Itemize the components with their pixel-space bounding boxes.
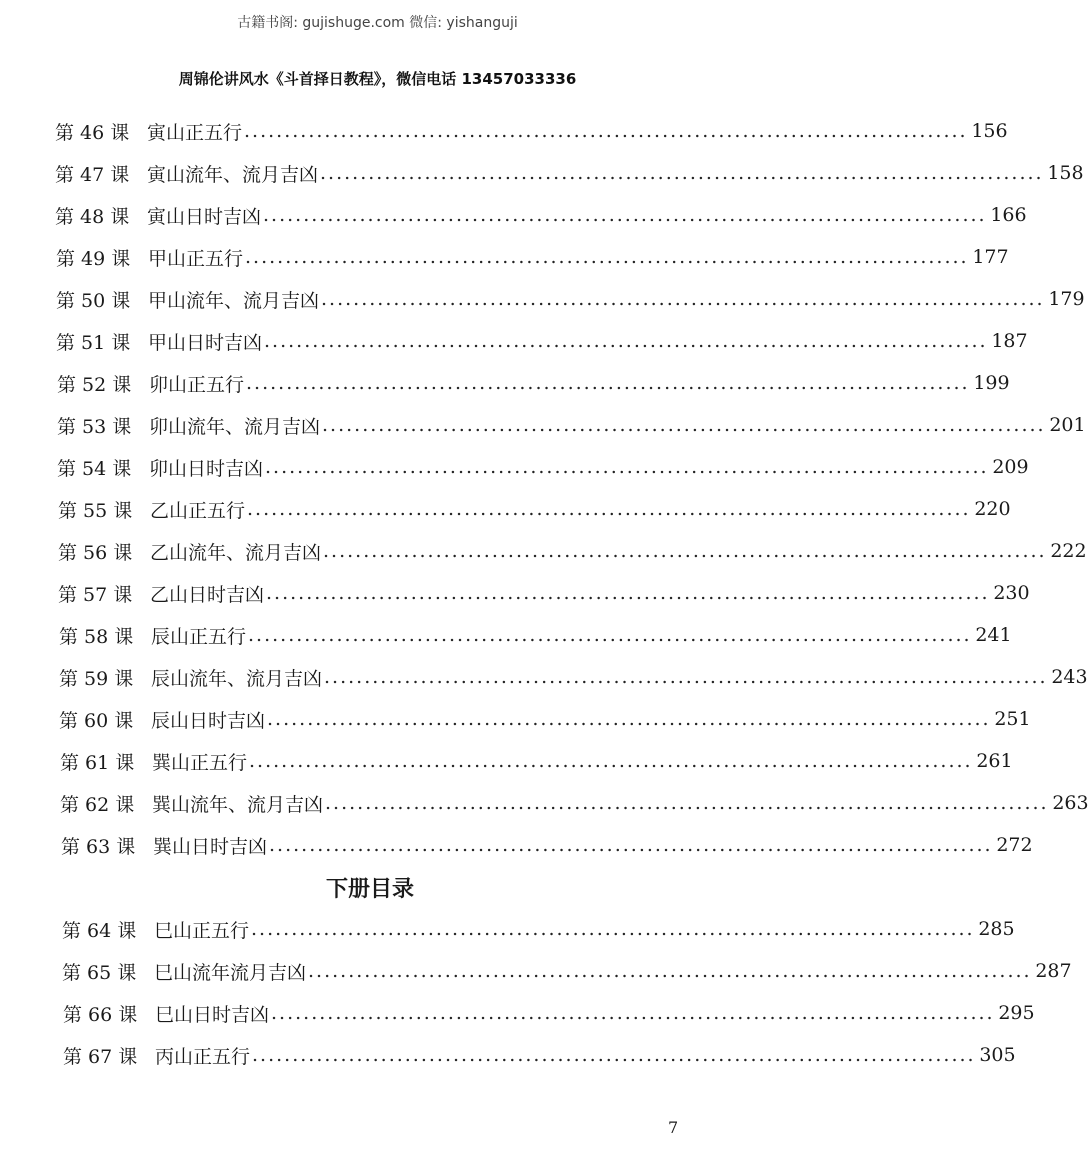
lesson-number: 第 57 课 bbox=[58, 583, 133, 606]
toc-entry bbox=[56, 242, 1009, 272]
toc-entry bbox=[58, 494, 1011, 524]
toc-entry bbox=[59, 620, 1012, 650]
lesson-number: 第 64 课 bbox=[62, 919, 137, 942]
lesson-number: 第 55 课 bbox=[58, 499, 133, 522]
lesson-number: 第 60 课 bbox=[59, 709, 134, 732]
dot-leader: .......................................................................................... bbox=[308, 960, 1032, 982]
lesson-number: 第 59 课 bbox=[59, 667, 134, 690]
lesson-number: 第 52 课 bbox=[57, 373, 132, 396]
page-ref: 251 bbox=[994, 708, 1031, 730]
lesson-title: 乙山日时吉凶 bbox=[150, 583, 265, 606]
page-number: 7 bbox=[668, 1118, 679, 1137]
lesson-title: 卯山正五行 bbox=[149, 373, 245, 396]
toc-entry bbox=[56, 326, 1028, 356]
toc-entry bbox=[57, 410, 1086, 440]
lesson-title: 卯山流年、流月吉凶 bbox=[149, 415, 321, 438]
toc-entry bbox=[59, 662, 1088, 692]
lesson-title: 寅山日时吉凶 bbox=[147, 205, 262, 228]
lesson-number: 第 46 课 bbox=[55, 121, 130, 144]
lesson-title: 寅山正五行 bbox=[147, 121, 243, 144]
page-ref: 199 bbox=[973, 372, 1010, 394]
dot-leader: .......................................................................................... bbox=[267, 708, 991, 730]
page-ref: 272 bbox=[996, 834, 1033, 856]
lesson-title: 卯山日时吉凶 bbox=[149, 457, 264, 480]
lesson-title: 辰山正五行 bbox=[151, 625, 247, 648]
page-ref: 305 bbox=[979, 1044, 1016, 1066]
toc-entry bbox=[62, 956, 1072, 986]
lesson-title: 巳山正五行 bbox=[154, 919, 250, 942]
lesson-number: 第 61 课 bbox=[60, 751, 135, 774]
dot-leader: .......................................................................................... bbox=[252, 1044, 976, 1066]
dot-leader: .......................................................................................... bbox=[244, 120, 968, 142]
lesson-number: 第 67 课 bbox=[63, 1045, 138, 1068]
page-ref: 201 bbox=[1049, 414, 1086, 436]
toc-entry bbox=[60, 746, 1013, 776]
lesson-title: 巳山流年流月吉凶 bbox=[154, 961, 307, 984]
lesson-title: 巽山流年、流月吉凶 bbox=[152, 793, 324, 816]
dot-leader: .......................................................................................... bbox=[265, 456, 989, 478]
lesson-number: 第 51 课 bbox=[56, 331, 131, 354]
page-ref: 263 bbox=[1052, 792, 1089, 814]
page-ref: 295 bbox=[998, 1002, 1035, 1024]
toc-entry bbox=[61, 830, 1033, 860]
page-ref: 209 bbox=[992, 456, 1029, 478]
toc-entry bbox=[60, 788, 1089, 818]
page-ref: 179 bbox=[1048, 288, 1085, 310]
dot-leader: .......................................................................................... bbox=[264, 330, 988, 352]
page-ref: 230 bbox=[993, 582, 1030, 604]
page-ref: 261 bbox=[976, 750, 1013, 772]
lesson-number: 第 65 课 bbox=[62, 961, 137, 984]
dot-leader: .......................................................................................... bbox=[320, 162, 1044, 184]
lesson-title: 乙山正五行 bbox=[150, 499, 246, 522]
lesson-number: 第 62 课 bbox=[60, 793, 135, 816]
page-ref: 220 bbox=[974, 498, 1011, 520]
dot-leader: .......................................................................................... bbox=[247, 498, 971, 520]
lesson-title: 寅山流年、流月吉凶 bbox=[147, 163, 319, 186]
lesson-title: 丙山正五行 bbox=[155, 1045, 251, 1068]
page-ref: 177 bbox=[972, 246, 1009, 268]
section-title: 下册目录 bbox=[325, 877, 414, 902]
toc-entry bbox=[57, 452, 1029, 482]
lesson-title: 巳山日时吉凶 bbox=[155, 1003, 270, 1026]
toc-entry bbox=[58, 578, 1030, 608]
lesson-number: 第 47 课 bbox=[55, 163, 130, 186]
lesson-number: 第 49 课 bbox=[56, 247, 131, 270]
dot-leader: .......................................................................................... bbox=[245, 246, 969, 268]
toc-entry bbox=[55, 158, 1084, 188]
toc-entry bbox=[56, 284, 1085, 314]
lesson-title: 甲山日时吉凶 bbox=[148, 331, 263, 354]
dot-leader: .......................................................................................... bbox=[249, 750, 973, 772]
toc-entry bbox=[59, 704, 1031, 734]
toc-entry bbox=[55, 116, 1008, 146]
lesson-title: 乙山流年、流月吉凶 bbox=[150, 541, 322, 564]
dot-leader: .......................................................................................... bbox=[269, 834, 993, 856]
lesson-number: 第 48 课 bbox=[55, 205, 130, 228]
lesson-title: 甲山正五行 bbox=[148, 247, 244, 270]
dot-leader: .......................................................................................... bbox=[322, 414, 1046, 436]
dot-leader: .......................................................................................... bbox=[325, 792, 1049, 814]
dot-leader: .......................................................................................... bbox=[246, 372, 970, 394]
page-ref: 241 bbox=[975, 624, 1012, 646]
lesson-title: 辰山日时吉凶 bbox=[151, 709, 266, 732]
page-ref: 222 bbox=[1050, 540, 1087, 562]
lesson-number: 第 63 课 bbox=[61, 835, 136, 858]
watermark-text: 古籍书阁: gujishuge.com 微信: yishanguji bbox=[237, 15, 518, 31]
lesson-title: 巽山正五行 bbox=[152, 751, 248, 774]
page-ref: 166 bbox=[990, 204, 1027, 226]
lesson-number: 第 53 课 bbox=[57, 415, 132, 438]
page-header: 周锦伦讲风水《斗首择日教程》，微信电话 13457033336 bbox=[178, 70, 577, 88]
lesson-number: 第 56 课 bbox=[58, 541, 133, 564]
lesson-title: 甲山流年、流月吉凶 bbox=[148, 289, 320, 312]
dot-leader: .......................................................................................... bbox=[263, 204, 987, 226]
toc-entry bbox=[62, 914, 1015, 944]
page-ref: 156 bbox=[971, 120, 1008, 142]
page-ref: 285 bbox=[978, 918, 1015, 940]
dot-leader: .......................................................................................... bbox=[321, 288, 1045, 310]
lesson-number: 第 50 课 bbox=[56, 289, 131, 312]
page-ref: 158 bbox=[1047, 162, 1084, 184]
dot-leader: .......................................................................................... bbox=[248, 624, 972, 646]
page-ref: 243 bbox=[1051, 666, 1088, 688]
toc-entry bbox=[55, 200, 1027, 230]
lesson-number: 第 66 课 bbox=[63, 1003, 138, 1026]
lesson-title: 辰山流年、流月吉凶 bbox=[151, 667, 323, 690]
dot-leader: .......................................................................................... bbox=[266, 582, 990, 604]
dot-leader: .......................................................................................... bbox=[324, 666, 1048, 688]
lesson-number: 第 54 课 bbox=[57, 457, 132, 480]
page-ref: 187 bbox=[991, 330, 1028, 352]
toc-entry bbox=[57, 368, 1010, 398]
toc-entry bbox=[63, 1040, 1016, 1070]
dot-leader: .......................................................................................... bbox=[323, 540, 1047, 562]
toc-entry bbox=[63, 998, 1035, 1028]
toc-entry bbox=[58, 536, 1087, 566]
lesson-number: 第 58 课 bbox=[59, 625, 134, 648]
page-ref: 287 bbox=[1035, 960, 1072, 982]
dot-leader: .......................................................................................... bbox=[251, 918, 975, 940]
dot-leader: .......................................................................................... bbox=[271, 1002, 995, 1024]
lesson-title: 巽山日时吉凶 bbox=[153, 835, 268, 858]
